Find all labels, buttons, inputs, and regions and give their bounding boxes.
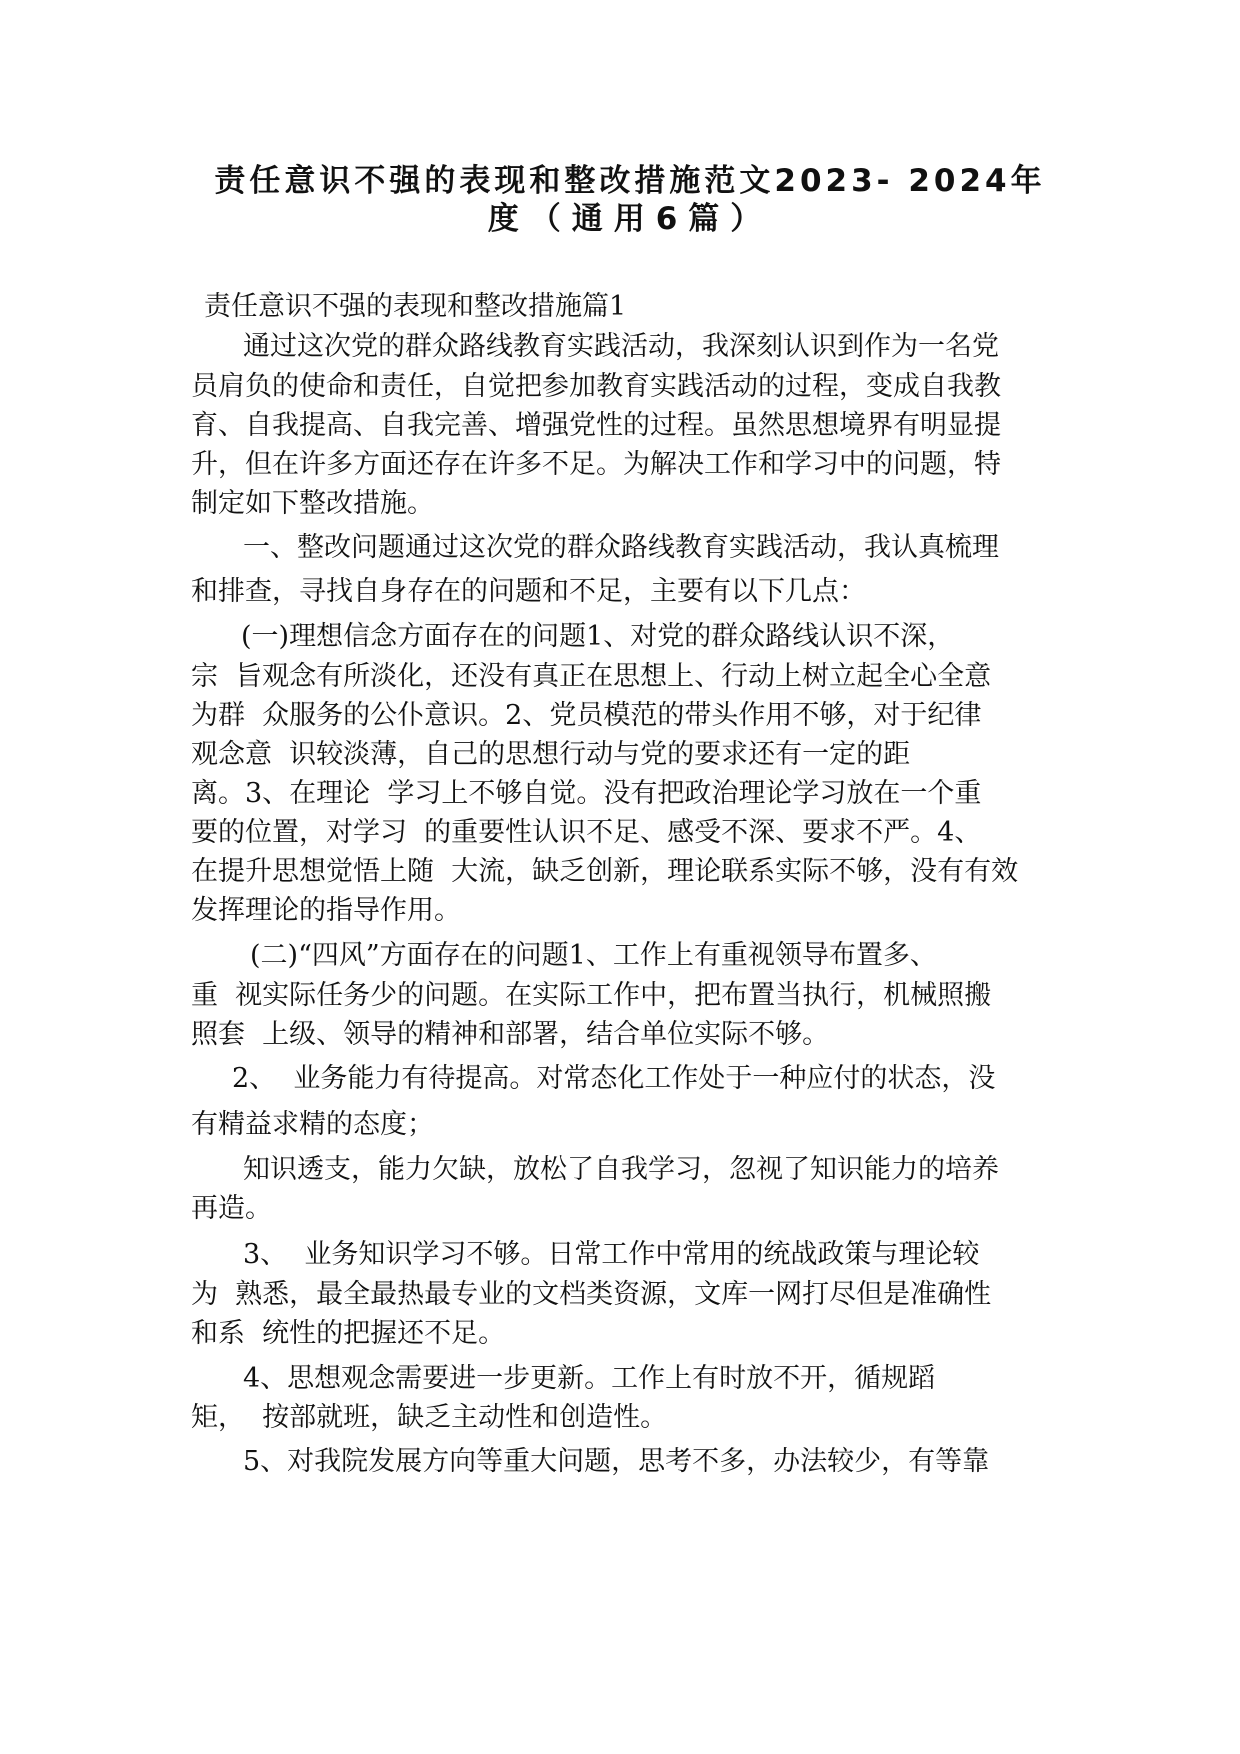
body-line: 升，但在许多方面还存在许多不足。为解决工作和学习中的问题，特: [191, 449, 1001, 480]
body-line: 观念意 识较淡薄，自己的思想行动与党的要求还有一定的距: [191, 739, 911, 770]
body-line: 4、思想观念需要进一步更新。工作上有时放不开，循规蹈: [243, 1363, 936, 1394]
body-line: (二)“四风”方面存在的问题1、工作上有重视领导布置多、: [250, 940, 937, 971]
body-line: 照套 上级、领导的精神和部署，结合单位实际不够。: [191, 1019, 830, 1050]
body-line: 有精益求精的态度；: [191, 1109, 434, 1140]
body-line: 发挥理论的指导作用。: [191, 895, 461, 926]
body-line: 制定如下整改措施。: [191, 488, 434, 519]
body-line: 员肩负的使命和责任，自觉把参加教育实践活动的过程，变成自我教: [191, 371, 1001, 402]
body-line: 重 视实际任务少的问题。在实际工作中，把布置当执行，机械照搬: [191, 980, 992, 1011]
body-line: 要的位置，对学习 的重要性认识不足、感受不深、要求不严。4、: [191, 817, 982, 848]
document-title-line-2: 度（通用6篇）: [487, 201, 773, 237]
body-line: 一、整改问题通过这次党的群众路线教育实践活动，我认真梳理: [243, 532, 999, 563]
body-line: 离。3、在理论 学习上不够自觉。没有把政治理论学习放在一个重: [191, 778, 982, 809]
body-line: 育、自我提高、自我完善、增强党性的过程。虽然思想境界有明显提: [191, 410, 1001, 441]
body-line: 再造。: [191, 1193, 272, 1224]
body-line: 矩， 按部就班，缺乏主动性和创造性。: [191, 1402, 668, 1433]
body-line: 和排查，寻找自身存在的问题和不足，主要有以下几点：: [191, 576, 866, 607]
document-title-line-1: 责任意识不强的表现和整改措施范文2023- 2024年: [214, 163, 1046, 199]
body-line: 通过这次党的群众路线教育实践活动，我深刻认识到作为一名党: [243, 331, 999, 362]
body-line: 和系 统性的把握还不足。: [191, 1318, 506, 1349]
body-line: 3、 业务知识学习不够。日常工作中常用的统战政策与理论较: [243, 1239, 980, 1270]
body-line: 5、对我院发展方向等重大问题，思考不多，办法较少，有等靠: [243, 1446, 990, 1477]
body-line: 知识透支，能力欠缺，放松了自我学习，忽视了知识能力的培养: [243, 1154, 999, 1185]
body-line: 为群 众服务的公仆意识。2、党员模范的带头作用不够，对于纪律: [191, 700, 982, 731]
body-line: 2、 业务能力有待提高。对常态化工作处于一种应付的状态，没: [232, 1063, 996, 1094]
body-line: 为 熟悉，最全最热最专业的文档类资源，文库一网打尽但是准确性: [191, 1279, 992, 1310]
body-line: 宗 旨观念有所淡化，还没有真正在思想上、行动上树立起全心全意: [191, 661, 992, 692]
body-line: 在提升思想觉悟上随 大流，缺乏创新，理论联系实际不够，没有有效: [191, 856, 1019, 887]
body-line: (一)理想信念方面存在的问题1、对党的群众路线认识不深，: [241, 621, 955, 652]
section-heading: 责任意识不强的表现和整改措施篇1: [204, 291, 627, 322]
